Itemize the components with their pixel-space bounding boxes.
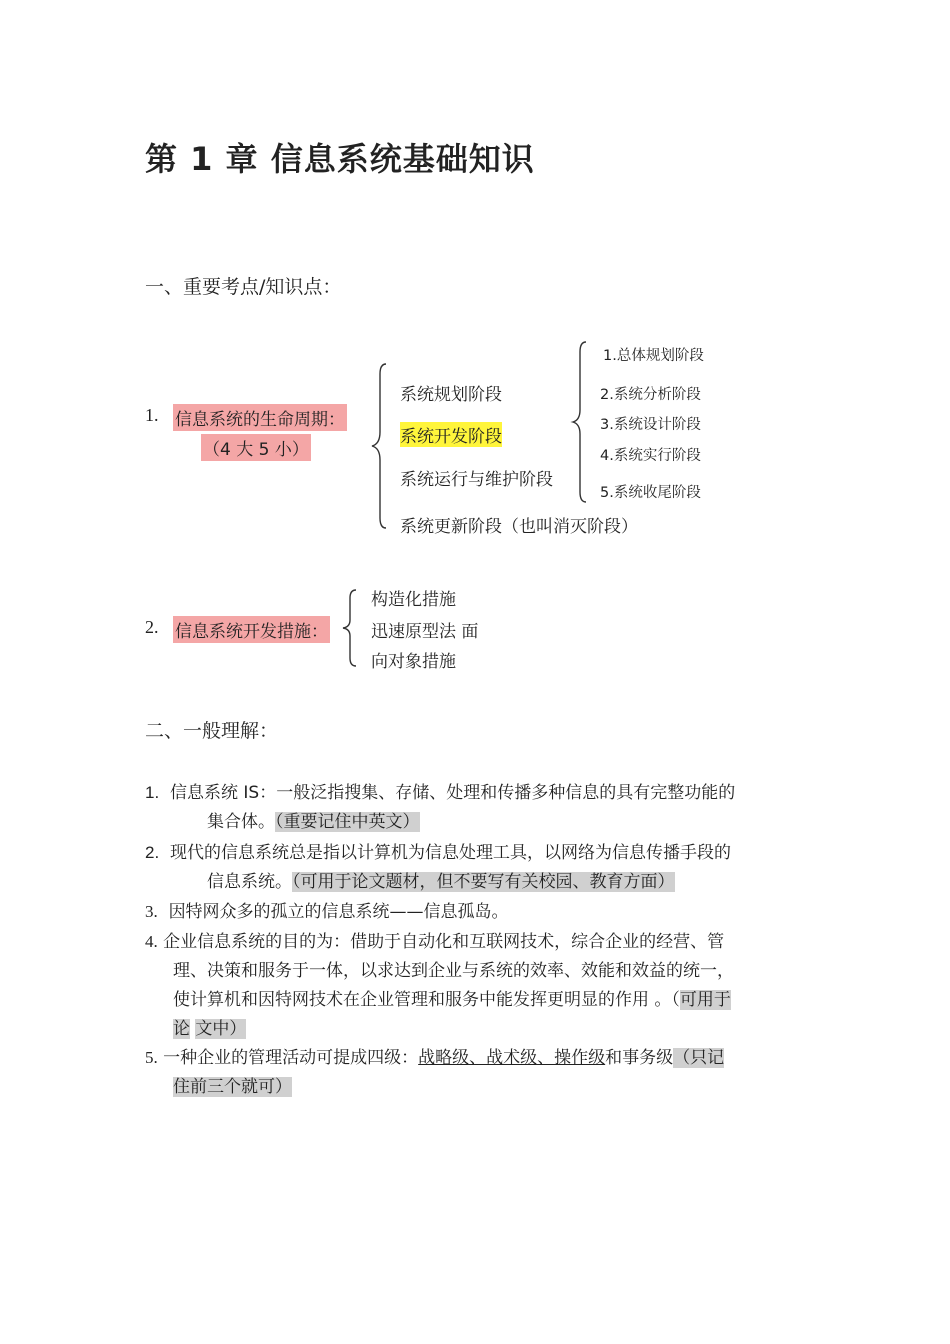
note-highlight: 住前三个就可） bbox=[173, 1077, 292, 1097]
stage-operation-maintenance: 系统运行与维护阶段 bbox=[400, 470, 553, 490]
item-number: 1. bbox=[145, 405, 159, 425]
section-heading-2: 二、一般理解： bbox=[145, 720, 279, 742]
list-item: 3. 因特网众多的孤立的信息系统——信息孤岛。 bbox=[145, 902, 509, 922]
lifecycle-sublabel: （4 大 5 小） bbox=[201, 434, 311, 461]
list-item: 2. 现代的信息系统总是指以计算机为信息处理工具，以网络为信息传播手段的 信息系统。（可用于论文题材，但不要写有关校园、教育方面） bbox=[145, 843, 731, 892]
development-substage-brace bbox=[570, 340, 590, 505]
page-title: 第 1 章 信息系统基础知识 bbox=[145, 140, 535, 178]
list-item: 1. 信息系统 IS：一般泛指搜集、存储、处理和传播多种信息的具有完整功能的 集合体。（重要记住中英文） bbox=[145, 783, 736, 832]
dev-methods-brace bbox=[340, 588, 360, 668]
method-structured: 构造化措施 bbox=[371, 590, 456, 610]
note-highlight: （可用于论文题材，但不要写有关校园、教育方面） bbox=[292, 872, 675, 892]
substage-design: 3.系统设计阶段 bbox=[600, 417, 701, 433]
substage-closing: 5.系统收尾阶段 bbox=[600, 485, 701, 501]
dev-methods-label: 信息系统开发措施： bbox=[173, 616, 330, 643]
list-item: 4. 企业信息系统的目的为：借助于自动化和互联网技术，综合企业的经营、管 理、决策和服务于一体，以求达到企业与系统的效率、效能和效益的统一， 使计算机和因特网技术在企业管理和服务中能发挥更明显的作用 。（可用于 论 文中） bbox=[145, 932, 734, 1039]
underlined-levels: 战略级、战术级、操作级 bbox=[418, 1048, 606, 1068]
item-number: 2. bbox=[145, 617, 159, 637]
substage-analysis: 2.系统分析阶段 bbox=[600, 387, 701, 403]
note-highlight: 论 bbox=[173, 1019, 190, 1039]
lifecycle-label: 信息系统的生命周期： bbox=[173, 404, 347, 431]
section-heading-1: 一、重要考点/知识点： bbox=[145, 276, 342, 298]
substage-overall-planning: 1.总体规划阶段 bbox=[603, 348, 704, 364]
method-prototyping: 迅速原型法 面 bbox=[371, 622, 479, 642]
stage-update: 系统更新阶段（也叫消灭阶段） bbox=[400, 517, 638, 537]
lifecycle-brace bbox=[370, 362, 390, 530]
method-object-oriented: 向对象措施 bbox=[371, 652, 456, 672]
note-highlight: （重要记住中英文） bbox=[275, 812, 420, 832]
note-highlight: 文中） bbox=[195, 1019, 247, 1039]
note-highlight: （只记 bbox=[673, 1048, 725, 1068]
stage-planning: 系统规划阶段 bbox=[400, 385, 502, 405]
note-highlight: 可用于 bbox=[679, 990, 731, 1010]
stage-development: 系统开发阶段 bbox=[400, 422, 502, 447]
substage-implementation: 4.系统实行阶段 bbox=[600, 448, 701, 464]
list-item: 5. 一种企业的管理活动可提成四级：战略级、战术级、操作级和事务级（只记 住前三个就可） bbox=[145, 1048, 725, 1097]
